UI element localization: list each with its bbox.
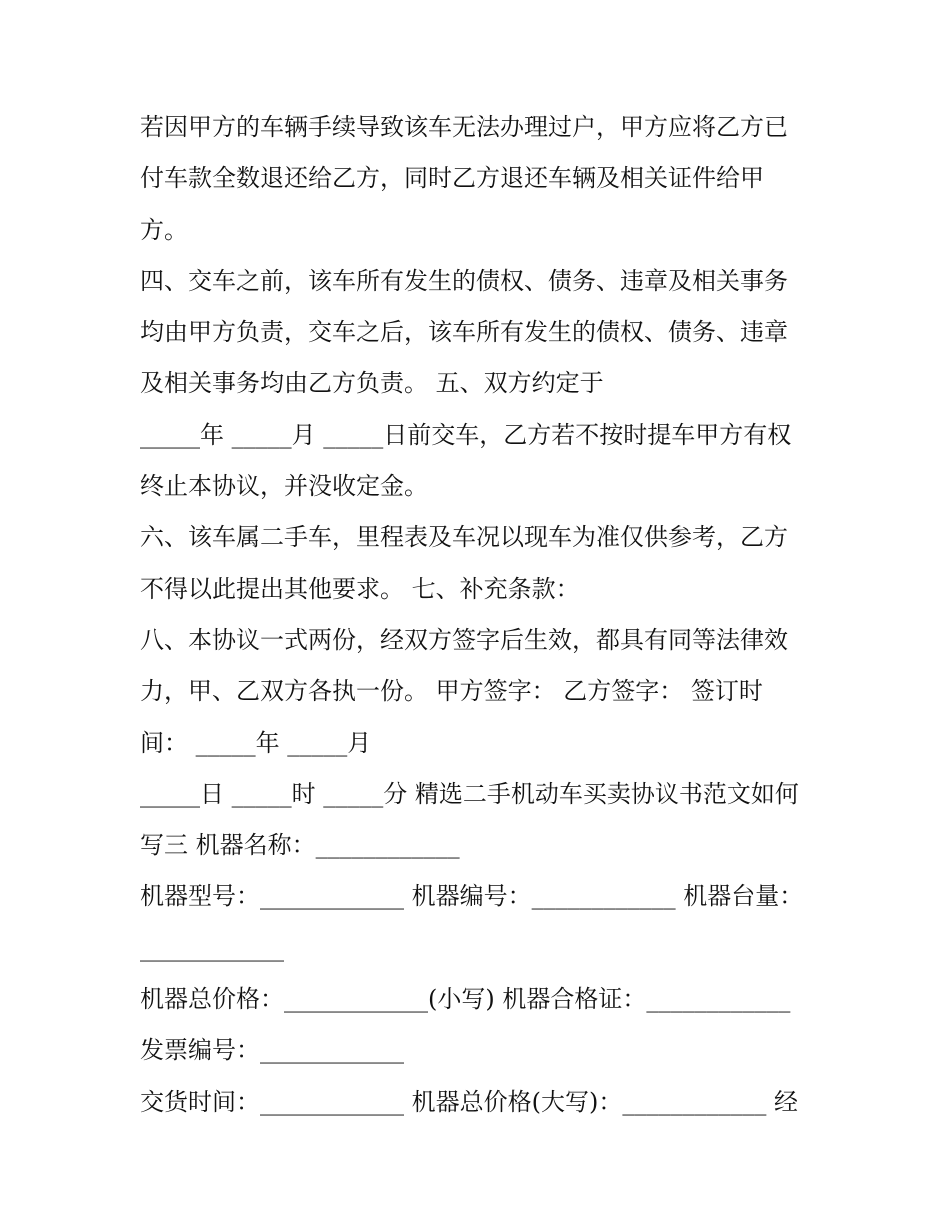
text-line: 间： _____年 _____月 (140, 728, 372, 757)
text-line: 若因甲方的车辆手续导致该车无法办理过户，甲方应将乙方已 (140, 113, 788, 141)
text-line: 均由甲方负责，交车之后，该车所有发生的债权、债务、违章 (140, 318, 788, 347)
text-line: ____________ (140, 933, 284, 962)
text-line: 写三 机器名称：____________ (140, 831, 460, 860)
text-line: _____年 _____月 _____日前交车，乙方若不按时提车甲方有权 (140, 420, 792, 449)
text-line: _____日 _____时 _____分 精选二手机动车买卖协议书范文如何 (140, 779, 799, 808)
text-line: 不得以此提出其他要求。 七、补充条款： (140, 574, 580, 603)
text-line: 六、该车属二手车，里程表及车况以现车为准仅供参考，乙方 (140, 523, 788, 552)
text-line: 八、本协议一式两份，经双方签字后生效，都具有同等法律效 (140, 625, 788, 654)
text-line: 发票编号：____________ (140, 1036, 404, 1065)
text-line: 力，甲、乙双方各执一份。 甲方签字： 乙方签字： 签订时 (140, 677, 763, 706)
text-line: 机器总价格：____________(小写) 机器合格证：____________ (140, 985, 791, 1014)
text-line: 方。 (140, 215, 188, 244)
document-body (140, 102, 830, 1128)
text-line: 交货时间：____________ 机器总价格(大写)：____________ 经 (140, 1087, 798, 1116)
text-line: 终止本协议，并没收定金。 (140, 472, 428, 501)
text-line: 及相关事务均由乙方负责。 五、双方约定于 (140, 369, 604, 398)
text-line: 机器型号：____________ 机器编号：____________ 机器台量： (140, 882, 804, 911)
text-line: 付车款全数退还给乙方，同时乙方退还车辆及相关证件给甲 (140, 164, 764, 193)
text-line: 四、交车之前，该车所有发生的债权、债务、违章及相关事务 (140, 266, 788, 295)
